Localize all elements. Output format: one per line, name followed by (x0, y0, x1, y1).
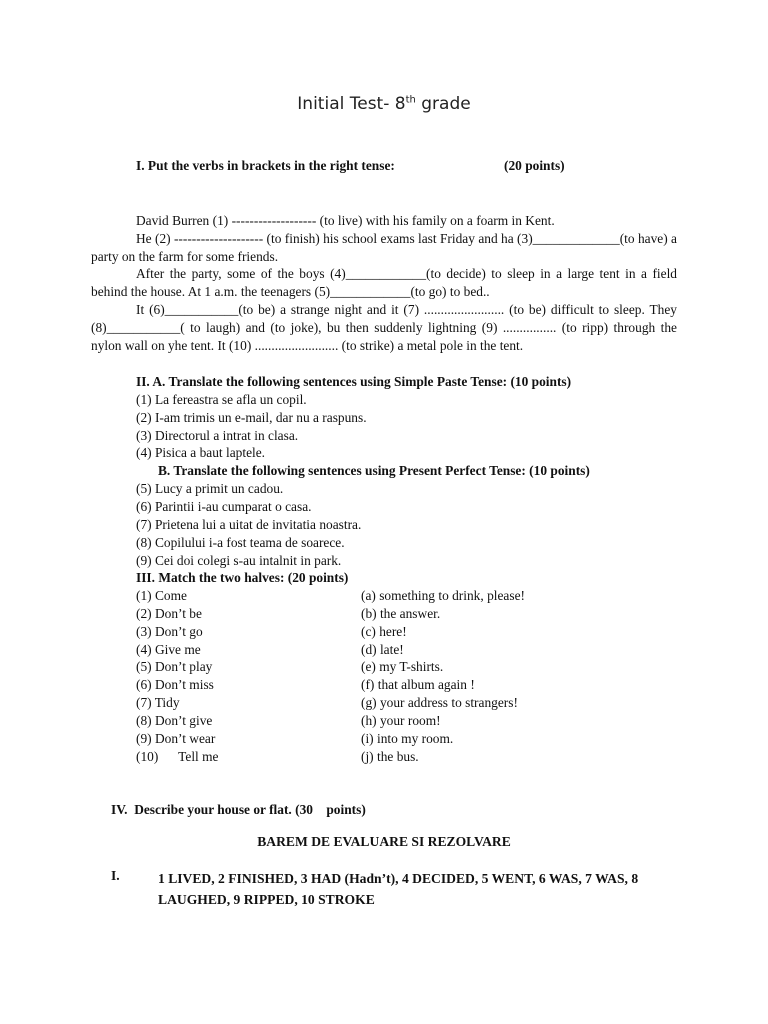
story-paragraph-3: After the party, some of the boys (4)____________(to decide) to sleep in a large tent in a field behind the house. At 1 a.m. the teenagers (5)____________(to go) to bed.. (91, 266, 677, 300)
match-row: (4) Give me (d) late! (136, 642, 404, 657)
story-text (91, 212, 677, 354)
match-row: (8) Don’t give (h) your room! (136, 713, 441, 728)
list-item: (9) Cei doi colegi s-au intalnit in park. (136, 553, 342, 568)
match-row: (2) Don’t be (b) the answer. (136, 606, 441, 621)
list-item: (3) Directorul a intrat in clasa. (136, 428, 299, 443)
match-row: (10) Tell me (j) the bus. (136, 749, 419, 764)
story-paragraph-2: He (2) -------------------- (to finish) his school exams last Friday and ha (3)_____________(to have) a party on the farm for some friends. (91, 230, 677, 264)
list-item: (6) Parintii i-au cumparat o casa. (136, 499, 312, 514)
section-2b-heading: B. Translate the following sentences using Present Perfect Tense: (10 points) (158, 463, 590, 478)
list-item: (7) Prietena lui a uitat de invitatia noastra. (136, 517, 362, 532)
match-row: (7) Tidy (g) your address to strangers! (136, 695, 518, 710)
match-row: (5) Don’t play (e) my T-shirts. (136, 659, 444, 674)
page-title: Initial Test- 8th grade (297, 94, 471, 114)
match-row: (6) Don’t miss (f) that album again ! (136, 677, 475, 692)
list-item: (1) La fereastra se afla un copil. (136, 392, 307, 407)
list-item: (8) Copilului i-a fost teama de soarece. (136, 535, 345, 550)
list-item: (5) Lucy a primit un cadou. (136, 481, 284, 496)
story-paragraph-4: It (6)___________(to be) a strange night and it (7) ........................ (to be) difficult to sleep. They (8)___________( to laugh) and (to joke), bu then suddenly lightning (9) ................ (to ripp) through the nylon wall on yhe tent. It (10) ......................... (to strike) a metal pole in the tent. (91, 301, 677, 353)
section-1-heading: I. Put the verbs in brackets in the right tense: (20 points) (136, 158, 565, 173)
section-2a-heading: II. A. Translate the following sentences using Simple Paste Tense: (10 points) (136, 374, 572, 389)
match-row: (1) Come (a) something to drink, please! (136, 588, 525, 603)
list-item: (4) Pisica a baut laptele. (136, 445, 266, 460)
list-item: (2) I-am trimis un e-mail, dar nu a raspuns. (136, 410, 367, 425)
section-1-points: (20 points) (504, 158, 565, 173)
answers-number: I. (111, 868, 120, 883)
match-row: (3) Don’t go (c) here! (136, 624, 407, 639)
story-paragraph-1: David Burren (1) ------------------- (to live) with his family on a foarm in Kent. (136, 213, 555, 228)
answers-text: 1 LIVED, 2 FINISHED, 3 HAD (Hadn’t), 4 DECIDED, 5 WENT, 6 WAS, 7 WAS, 8 LAUGHED, 9 RIPPED, 10 STROKE (158, 871, 639, 907)
match-row: (9) Don’t wear (i) into my room. (136, 731, 454, 746)
barem-heading: BAREM DE EVALUARE SI REZOLVARE (257, 834, 511, 849)
section-3-heading: III. Match the two halves: (20 points) (136, 570, 349, 585)
section-4-heading: IV. Describe your house or flat. (30 points) (111, 802, 366, 817)
